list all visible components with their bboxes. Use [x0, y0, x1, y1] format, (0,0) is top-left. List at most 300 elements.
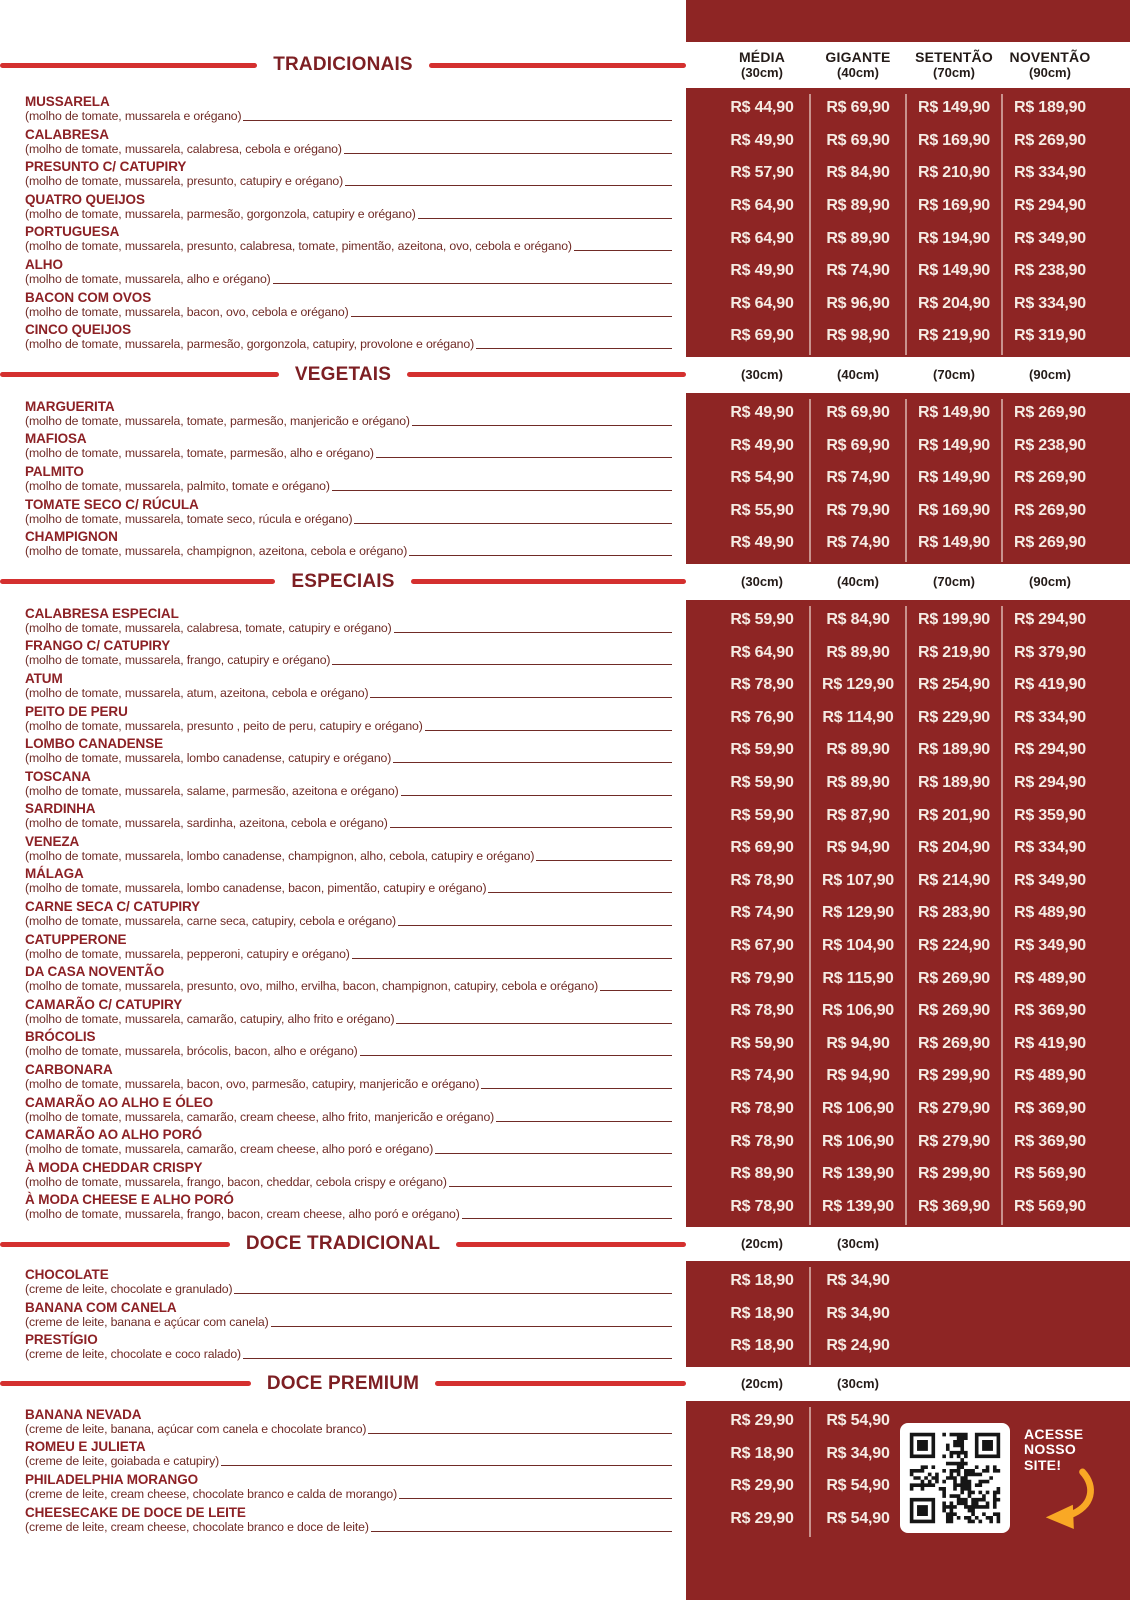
price-row [686, 832, 1130, 865]
leader-line [354, 523, 672, 524]
price-value: R$ 294,90 [1013, 741, 1087, 759]
size-column-label [837, 1237, 879, 1251]
menu-item [0, 767, 686, 800]
item-name: TOMATE SECO C/ RÚCULA [25, 496, 199, 512]
price-value: R$ 64,90 [730, 643, 794, 661]
price-value: R$ 74,90 [826, 534, 890, 552]
price-value: R$ 49,90 [730, 262, 794, 280]
item-description: (molho de tomate, mussarela, atum, azeitona, cebola e orégano) [25, 685, 369, 700]
item-desc-row [25, 1422, 672, 1436]
size-column-size: (40cm) [837, 573, 879, 589]
item-name: ALHO [25, 256, 63, 272]
item-description: (molho de tomate, mussarela, salame, parmesão, azeitona e orégano) [25, 783, 399, 798]
item-description: (molho de tomate, mussarela, presunto, calabresa, tomate, pimentão, azeitona, ovo, cebola e orégano) [25, 239, 572, 254]
item-description: (molho de tomate, mussarela, tomate, parmesão, alho e orégano) [25, 446, 374, 461]
price-value: R$ 78,90 [730, 676, 794, 694]
item-description: (creme de leite, cream cheese, chocolate branco e calda de morango) [25, 1486, 398, 1501]
price-row [686, 1298, 1130, 1331]
price-value: R$ 219,90 [917, 327, 991, 345]
price-value: R$ 54,90 [730, 469, 794, 487]
prices-panel [686, 393, 1130, 564]
section-rule-right [456, 1242, 686, 1247]
price-value: R$ 74,90 [730, 904, 794, 922]
price-value: R$ 49,90 [730, 436, 794, 454]
item-description: (molho de tomate, mussarela, lombo canadense, catupiry e orégano) [25, 751, 392, 766]
price-value: R$ 139,90 [821, 1165, 895, 1183]
price-value: R$ 114,90 [822, 708, 894, 726]
menu-item [0, 1190, 686, 1223]
price-row [686, 495, 1130, 528]
leader-line [271, 1326, 672, 1327]
item-desc-row [25, 751, 672, 765]
top-strip-panel [686, 0, 1130, 42]
price-value: R$ 219,90 [917, 643, 991, 661]
price-value: R$ 169,90 [917, 197, 991, 215]
item-name: CHOCOLATE [25, 1267, 109, 1282]
price-value: R$ 194,90 [917, 229, 991, 247]
leader-line [393, 762, 672, 763]
price-row [686, 636, 1130, 669]
column-separator [1001, 94, 1003, 355]
price-value: R$ 34,90 [826, 1304, 890, 1322]
items-column [0, 393, 686, 564]
price-value: R$ 78,90 [730, 1197, 794, 1215]
size-column-name: SETENTÃO [915, 49, 993, 66]
price-value: R$ 129,90 [821, 904, 895, 922]
item-description: (molho de tomate, mussarela, pepperoni, catupiry e orégano) [25, 946, 350, 961]
price-value: R$ 269,90 [1013, 534, 1087, 552]
item-description: (molho de tomate, mussarela, presunto, ovo, milho, ervilha, bacon, champignon, catupiry, cebola e orégano) [25, 979, 599, 994]
price-value: R$ 69,90 [826, 99, 890, 117]
price-value: R$ 299,90 [917, 1165, 991, 1183]
price-row [686, 930, 1130, 963]
price-value: R$ 94,90 [826, 839, 890, 857]
price-value: R$ 238,90 [1013, 262, 1087, 280]
item-desc-row [25, 1207, 672, 1221]
price-value: R$ 169,90 [917, 131, 991, 149]
item-description: (molho de tomate, mussarela, frango, catupiry e orégano) [25, 653, 331, 668]
size-column-label [837, 575, 879, 589]
price-value: R$ 149,90 [917, 469, 991, 487]
price-value: R$ 89,90 [826, 741, 890, 759]
price-value: R$ 204,90 [917, 839, 991, 857]
column-separator [905, 94, 907, 355]
size-column-label [739, 50, 785, 80]
section-header [0, 1227, 686, 1261]
price-value: R$ 189,90 [917, 773, 991, 791]
menu-item [0, 702, 686, 735]
item-description: (molho de tomate, mussarela, parmesão, gorgonzola, catupiry, provolone e orégano) [25, 337, 475, 352]
menu-item [0, 1330, 686, 1363]
price-row [686, 92, 1130, 125]
size-column-size: (70cm) [933, 366, 975, 382]
item-name: CARBONARA [25, 1062, 113, 1078]
curved-arrow-icon [1040, 1467, 1098, 1531]
item-name: PHILADELPHIA MORANGO [25, 1471, 198, 1487]
price-value: R$ 54,90 [826, 1412, 890, 1430]
section-header [0, 1367, 686, 1401]
section-rows [0, 600, 1130, 1227]
price-value: R$ 269,90 [917, 1034, 991, 1052]
menu-item [0, 255, 686, 288]
section-title: ESPECIAIS [291, 570, 395, 592]
price-value: R$ 64,90 [730, 229, 794, 247]
price-value: R$ 149,90 [917, 99, 991, 117]
price-value: R$ 269,90 [1013, 131, 1087, 149]
price-value: R$ 334,90 [1013, 294, 1087, 312]
price-value: R$ 64,90 [730, 197, 794, 215]
price-value: R$ 18,90 [730, 1304, 794, 1322]
menu-item [0, 930, 686, 963]
item-description: (molho de tomate, mussarela, champignon, azeitona, cebola e orégano) [25, 544, 408, 559]
section-rule-left [0, 1381, 251, 1386]
price-value: R$ 299,90 [917, 1067, 991, 1085]
column-separator [905, 606, 907, 1225]
size-column-label [1010, 50, 1091, 80]
item-name: CATUPPERONE [25, 931, 127, 947]
item-name: BANANA NEVADA [25, 1406, 142, 1422]
price-row [686, 190, 1130, 223]
price-row [686, 1330, 1130, 1363]
size-column-size: (70cm) [933, 573, 975, 589]
price-value: R$ 29,90 [730, 1509, 794, 1527]
price-value: R$ 59,90 [730, 773, 794, 791]
size-column-label [741, 575, 783, 589]
leader-line [221, 1465, 672, 1466]
price-row [686, 702, 1130, 735]
menu-item [0, 799, 686, 832]
item-desc-row [25, 544, 672, 558]
price-value: R$ 59,90 [730, 1034, 794, 1052]
item-desc-row [25, 337, 672, 351]
price-value: R$ 115,90 [822, 969, 894, 987]
price-row [686, 288, 1130, 321]
price-value: R$ 59,90 [730, 806, 794, 824]
menu-item [0, 832, 686, 865]
item-desc-row [25, 207, 672, 221]
item-desc-row [25, 719, 672, 733]
column-separator [809, 94, 811, 355]
item-desc-row [25, 816, 672, 830]
size-column-size: (40cm) [837, 64, 879, 80]
price-row [686, 799, 1130, 832]
leader-line [352, 958, 672, 959]
size-column-label [825, 50, 890, 80]
menu-item [0, 92, 686, 125]
size-columns-header [686, 357, 1130, 393]
leader-line [435, 1153, 672, 1154]
price-value: R$ 84,90 [826, 164, 890, 182]
qr-callout [1024, 1423, 1116, 1533]
price-value: R$ 69,90 [826, 436, 890, 454]
price-value: R$ 369,90 [1013, 1002, 1087, 1020]
section-rows [0, 1401, 1130, 1600]
menu-item [0, 288, 686, 321]
price-row [686, 995, 1130, 1028]
size-columns-header [686, 564, 1130, 600]
price-value: R$ 67,90 [730, 936, 794, 954]
item-name: CALABRESA ESPECIAL [25, 605, 179, 621]
price-value: R$ 106,90 [821, 1132, 895, 1150]
size-column-label [933, 368, 975, 382]
section-rule-right [407, 372, 686, 377]
item-name: BRÓCOLIS [25, 1029, 96, 1045]
size-column-size: (30cm) [741, 573, 783, 589]
item-desc-row [25, 479, 672, 493]
size-column-label [1029, 368, 1071, 382]
menu-item [0, 222, 686, 255]
item-name: CHEESECAKE DE DOCE DE LEITE [25, 1504, 246, 1520]
menu-item [0, 495, 686, 528]
menu-item [0, 320, 686, 353]
item-description: (molho de tomate, mussarela, camarão, cream cheese, alho frito, manjericão e orégano) [25, 1109, 495, 1124]
leader-line [371, 1531, 672, 1532]
item-description: (molho de tomate, mussarela, calabresa, tomate, catupiry e orégano) [25, 620, 392, 635]
price-row [686, 255, 1130, 288]
price-value: R$ 96,90 [826, 294, 890, 312]
price-value: R$ 369,90 [917, 1197, 991, 1215]
qr-label: ACESSE NOSSO SITE! [1024, 1425, 1084, 1474]
item-name: CHAMPIGNON [25, 529, 118, 545]
price-value: R$ 44,90 [730, 99, 794, 117]
price-value: R$ 49,90 [730, 404, 794, 422]
price-value: R$ 189,90 [1013, 99, 1087, 117]
price-value: R$ 210,90 [917, 164, 991, 182]
menu-item [0, 1437, 686, 1470]
item-name: LOMBO CANADENSE [25, 736, 164, 752]
price-value: R$ 349,90 [1013, 229, 1087, 247]
leader-line [449, 1186, 672, 1187]
item-desc-row [25, 1142, 672, 1156]
size-column-size: (30cm) [741, 366, 783, 382]
item-name: PALMITO [25, 463, 84, 479]
leader-line [425, 730, 672, 731]
item-desc-row [25, 1077, 672, 1091]
price-value: R$ 74,90 [826, 469, 890, 487]
qr-code [900, 1423, 1010, 1533]
menu-item [0, 1158, 686, 1191]
item-description: (molho de tomate, mussarela, brócolis, bacon, alho e orégano) [25, 1044, 358, 1059]
price-value: R$ 569,90 [1013, 1197, 1087, 1215]
item-name: MUSSARELA [25, 94, 110, 109]
item-name: ROMEU E JULIETA [25, 1439, 146, 1455]
size-column-size: (20cm) [741, 1375, 783, 1391]
price-value: R$ 89,90 [826, 643, 890, 661]
column-separator [1001, 399, 1003, 562]
menu-item [0, 157, 686, 190]
price-value: R$ 78,90 [730, 1099, 794, 1117]
item-name: PEITO DE PERU [25, 703, 128, 719]
section-band [0, 1367, 1130, 1401]
leader-line [399, 1498, 672, 1499]
price-value: R$ 64,90 [730, 294, 794, 312]
price-value: R$ 59,90 [730, 741, 794, 759]
section-header [0, 564, 686, 600]
price-value: R$ 89,90 [730, 1165, 794, 1183]
item-description: (molho de tomate, mussarela, frango, bacon, cheddar, cebola crispy e orégano) [25, 1174, 447, 1189]
section-rule-right [435, 1381, 686, 1386]
item-description: (creme de leite, goiabada e catupiry) [25, 1454, 220, 1469]
price-value: R$ 54,90 [826, 1509, 890, 1527]
leader-line [600, 990, 672, 991]
leader-line [332, 664, 672, 665]
price-value: R$ 279,90 [917, 1099, 991, 1117]
price-value: R$ 294,90 [1013, 773, 1087, 791]
column-separator [809, 1407, 811, 1537]
price-row [686, 1060, 1130, 1093]
price-value: R$ 106,90 [821, 1099, 895, 1117]
price-value: R$ 214,90 [917, 871, 991, 889]
price-row [686, 864, 1130, 897]
menu-item [0, 1265, 686, 1298]
section-band [0, 42, 1130, 88]
price-value: R$ 34,90 [826, 1444, 890, 1462]
item-description: (molho de tomate, mussarela, palmito, tomate e orégano) [25, 478, 330, 493]
price-row [686, 1125, 1130, 1158]
item-desc-row [25, 305, 672, 319]
price-value: R$ 294,90 [1013, 197, 1087, 215]
item-name: VENEZA [25, 833, 80, 849]
section-rows [0, 1261, 1130, 1367]
size-column-size: (90cm) [1029, 64, 1071, 80]
item-desc-row [25, 1347, 672, 1361]
leader-line [398, 925, 672, 926]
menu-item [0, 1470, 686, 1503]
column-separator [809, 606, 811, 1225]
item-desc-row [25, 109, 672, 123]
price-value: R$ 189,90 [917, 741, 991, 759]
price-value: R$ 49,90 [730, 534, 794, 552]
item-desc-row [25, 784, 672, 798]
items-column [0, 88, 686, 357]
item-name: FRANGO C/ CATUPIRY [25, 638, 171, 654]
price-value: R$ 107,90 [821, 871, 895, 889]
price-value: R$ 224,90 [917, 936, 991, 954]
menu-item [0, 527, 686, 560]
item-name: BANANA COM CANELA [25, 1299, 177, 1315]
item-name: CAMARÃO C/ CATUPIRY [25, 996, 183, 1012]
item-description: (molho de tomate, mussarela, sardinha, azeitona, cebola e orégano) [25, 816, 388, 831]
price-value: R$ 283,90 [917, 904, 991, 922]
menu-item [0, 636, 686, 669]
price-value: R$ 349,90 [1013, 871, 1087, 889]
leader-line [390, 827, 672, 828]
item-name: À MODA CHEESE E ALHO PORÓ [25, 1192, 234, 1208]
price-value: R$ 569,90 [1013, 1165, 1087, 1183]
price-value: R$ 334,90 [1013, 839, 1087, 857]
menu-item [0, 962, 686, 995]
item-description: (molho de tomate, mussarela, alho e orégano) [25, 271, 271, 286]
price-value: R$ 69,90 [730, 839, 794, 857]
size-column-size: (30cm) [741, 64, 783, 80]
price-value: R$ 149,90 [917, 262, 991, 280]
prices-panel [686, 600, 1130, 1227]
size-column-label [915, 50, 993, 80]
price-value: R$ 57,90 [730, 164, 794, 182]
menu-item [0, 864, 686, 897]
leader-line [351, 316, 672, 317]
item-desc-row [25, 621, 672, 635]
price-row [686, 1027, 1130, 1060]
leader-line [243, 1358, 672, 1359]
item-description: (creme de leite, banana, açúcar com canela e chocolate branco) [25, 1421, 367, 1436]
section-title: TRADICIONAIS [273, 54, 413, 75]
price-value: R$ 94,90 [826, 1034, 890, 1052]
column-separator [809, 1267, 811, 1365]
price-value: R$ 349,90 [1013, 936, 1087, 954]
price-value: R$ 169,90 [917, 501, 991, 519]
price-value: R$ 74,90 [826, 262, 890, 280]
size-column-size: (90cm) [1029, 366, 1071, 382]
size-columns-header [686, 42, 1130, 88]
price-row [686, 157, 1130, 190]
price-value: R$ 76,90 [730, 708, 794, 726]
qr-widget [900, 1423, 1116, 1533]
price-value: R$ 29,90 [730, 1477, 794, 1495]
price-value: R$ 149,90 [917, 436, 991, 454]
price-value: R$ 269,90 [1013, 501, 1087, 519]
price-value: R$ 419,90 [1013, 676, 1087, 694]
item-description: (creme de leite, cream cheese, chocolate branco e doce de leite) [25, 1519, 369, 1534]
prices-panel [686, 1261, 1130, 1367]
item-name: CINCO QUEIJOS [25, 322, 131, 338]
size-column-label [837, 1377, 879, 1391]
item-description: (molho de tomate, mussarela, lombo canadense, champignon, alho, cebola, catupiry e orégano) [25, 848, 535, 863]
top-strip-left-blank [0, 0, 686, 42]
price-row [686, 320, 1130, 353]
price-value: R$ 34,90 [826, 1272, 890, 1290]
menu-item [0, 1405, 686, 1438]
price-row [686, 604, 1130, 637]
menu-item [0, 669, 686, 702]
section-rows [0, 393, 1130, 564]
item-name: CARNE SECA C/ CATUPIRY [25, 899, 201, 915]
price-value: R$ 369,90 [1013, 1132, 1087, 1150]
leader-line [234, 1293, 672, 1294]
item-description: (creme de leite, chocolate e coco ralado) [25, 1347, 241, 1362]
leader-line [370, 697, 672, 698]
section-band [0, 564, 1130, 600]
menu-item [0, 1125, 686, 1158]
price-row [686, 397, 1130, 430]
menu-item [0, 397, 686, 430]
item-description: (molho de tomate, mussarela, presunto , peito de peru, catupiry e orégano) [25, 718, 423, 733]
item-name: MAFIOSA [25, 431, 87, 447]
price-value: R$ 269,90 [1013, 404, 1087, 422]
size-column-name: NOVENTÃO [1009, 49, 1091, 66]
item-desc-row [25, 1487, 672, 1501]
menu-item [0, 995, 686, 1028]
size-column-size: (30cm) [837, 1375, 879, 1391]
item-name: MARGUERITA [25, 398, 115, 414]
item-desc-row [25, 653, 672, 667]
leader-line [409, 555, 672, 556]
leader-line [396, 1023, 672, 1024]
item-name: MÁLAGA [25, 866, 84, 882]
item-desc-row [25, 1454, 672, 1468]
price-value: R$ 49,90 [730, 131, 794, 149]
size-column-name: GIGANTE [825, 49, 891, 66]
price-value: R$ 269,90 [917, 969, 991, 987]
item-desc-row [25, 1175, 672, 1189]
section-header [0, 42, 686, 88]
item-name: DA CASA NOVENTÃO [25, 964, 165, 980]
item-name: PRESTÍGIO [25, 1332, 98, 1348]
price-value: R$ 204,90 [917, 294, 991, 312]
price-value: R$ 149,90 [917, 404, 991, 422]
price-value: R$ 379,90 [1013, 643, 1087, 661]
item-desc-row [25, 1282, 672, 1296]
